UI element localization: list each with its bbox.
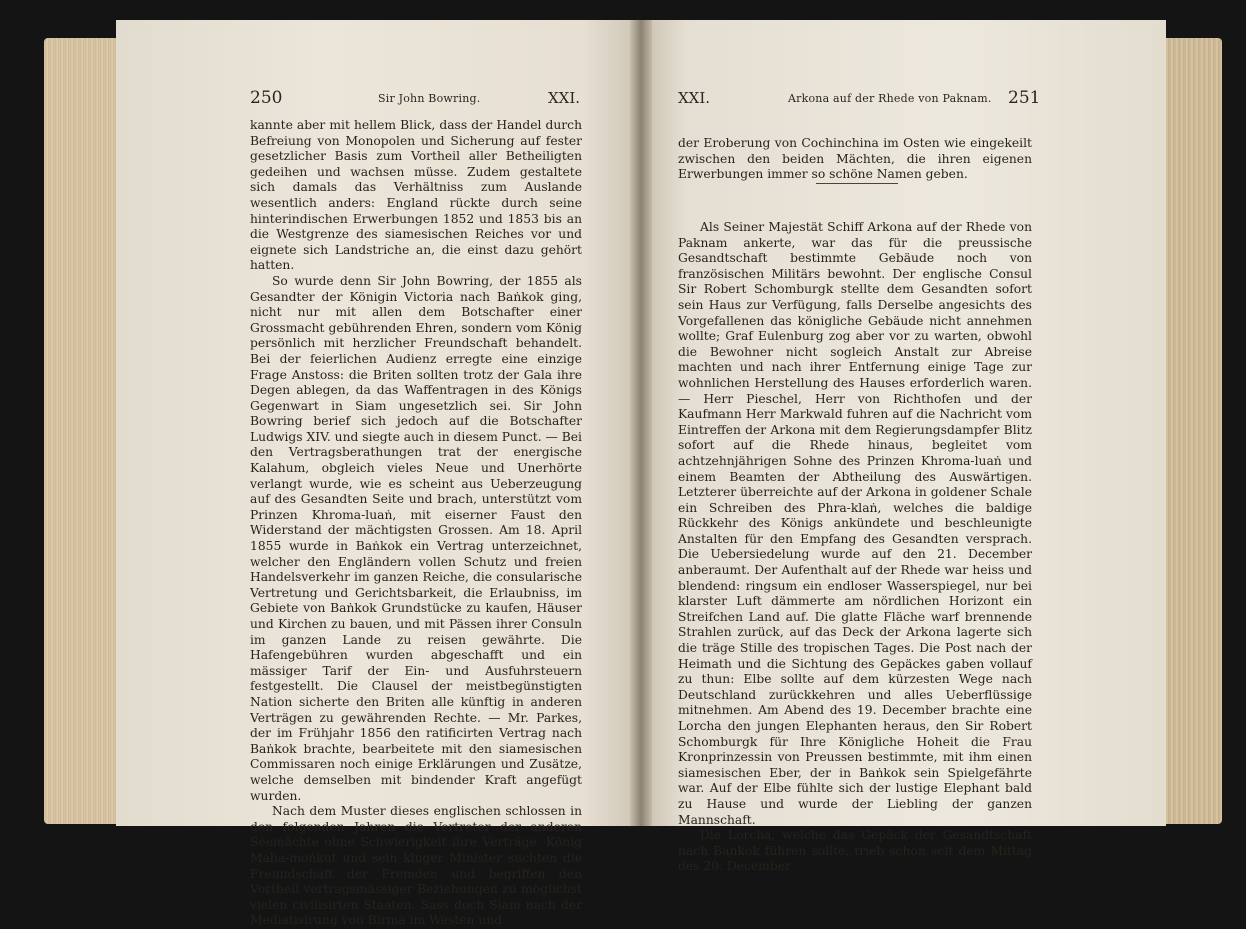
- right-chapter-number: XXI.: [678, 89, 711, 107]
- paragraph: Die Lorcha, welche das Gepäck der Gesandtschaft nach Baṅkok führen sollte, trieb schon seit dem Mittag des 20. December: [678, 828, 1032, 874]
- page-edges-right: [1160, 38, 1222, 824]
- paragraph: So wurde denn Sir John Bowring, der 1855 als Gesandter der Königin Victoria nach Baṅkok ging, nicht nur mit allen dem Botschafter einer Grossmacht gebührenden Ehren, sondern vom König persönlich mit herzlicher Freundschaft behandelt. Bei der feierlichen Audienz erregte eine einzige Frage Anstoss: die Briten sollten trotz der Gala ihre Degen ablegen, da das Waffentragen in des Königs Gegenwart in Siam ungesetzlich sei. Sir John Bowring berief sich jedoch auf die Botschafter Ludwigs XIV. und siegte auch in diesem Punct. — Bei den Vertragsberathungen trat der energische Kalahum, obgleich vieles Neue und Unerhörte verlangt wurde, wie es scheint aus Ueberzeugung auf des Gesandten Seite und brach, unterstützt vom Prinzen Khroma-luaṅ, mit eiserner Faust den Widerstand der mächtigsten Grossen. Am 18. April 1855 wurde in Baṅkok ein Vertrag unterzeichnet, welcher den Engländern vollen Schutz und freien Handelsverkehr im ganzen Reiche, die consularische Vertretung und Gerichtsbarkeit, die Erlaubniss, im Gebiete von Baṅkok Grundstücke zu kaufen, Häuser und Kirchen zu bauen, und mit Pässen ihrer Consuln im ganzen Lande zu reisen gewährte. Die Hafengebühren wurden abgeschafft und ein mässiger Tarif der Ein- und Ausfuhrsteuern festgestellt. Die Clausel der meistbegünstigten Nation sicherte den Briten alle künftig in anderen Verträgen zu gewährenden Rechte. — Mr. Parkes, der im Frühjahr 1856 den ratificirten Vertrag nach Baṅkok brachte, bearbeitete mit den siamesischen Commissaren noch einige Erklärungen und Zusätze, welche demselben mit bindender Kraft angefügt wurden.: [250, 273, 582, 803]
- left-header: [250, 88, 580, 114]
- open-book: [20, 14, 1226, 834]
- book-gutter: [630, 20, 652, 826]
- right-page-number: 251: [1008, 88, 1041, 108]
- paragraph: Nach dem Muster dieses englischen schlossen in den folgenden Jahren die Vertreter der anderen Seemächte ohne Schwierigkeit ihre Verträge. König Maha-moṅkut und sein kluger Minister suchten die Freundschaft der Fremden und begriffen den Vortheil vertragsmässiger Beziehungen zu möglichst vielen civilisirten Staaten. Sass doch Siam nach der Mediatisirung von Birma im Westen und: [250, 804, 582, 928]
- left-page-number: 250: [250, 88, 283, 108]
- left-page-text: [250, 118, 582, 929]
- left-running-head: Sir John Bowring.: [378, 92, 481, 105]
- paragraph: Als Seiner Majestät Schiff Arkona auf der Rhede von Paknam ankerte, war das für die preussische Gesandtschaft bestimmte Gebäude noch von französischen Militärs bewohnt. Der englische Consul Sir Robert Schomburgk stellte dem Gesandten sofort sein Haus zur Verfügung, falls Derselbe angesichts des Vorgefallenen das königliche Gebäude nicht annehmen wollte; Graf Eulenburg zog aber vor zu warten, obwohl die Bewohner nicht sogleich Anstalt zur Abreise machten und nach ihrer Entfernung einige Tage zur wohnlichen Herstellung des Hauses erforderlich waren. — Herr Pieschel, Herr von Richthofen und der Kaufmann Herr Markwald fuhren auf die Nachricht vom Eintreffen der Arkona mit dem Regierungsdampfer Blitz sofort auf die Rhede hinaus, begleitet vom achtzehnjährigen Sohne des Prinzen Khroma-luaṅ und einem Beamten der Abtheilung des Auswärtigen. Letzterer überreichte auf der Arkona in goldener Schale ein Schreiben des Phra-klaṅ, welches die baldige Rückkehr des Königs ankündete und beschleunigte Anstalten für den Empfang des Gesandten versprach. Die Uebersiedelung wurde auf den 21. December anberaumt. Der Aufenthalt auf der Rhede war heiss und blendend: ringsum ein endloser Wasserspiegel, nur bei klarster Luft dämmerte am nördlichen Horizont ein Streifchen Land auf. Die glatte Fläche warf brennende Strahlen zurück, auf das Deck der Arkona lagerte sich die träge Stille des tropischen Tages. Die Post nach der Heimath und die Sichtung des Gepäckes gaben vollauf zu thun: Elbe sollte auf dem kürzesten Wege nach Deutschland zurückkehren und alles Ueberflüssige mitnehmen. Am Abend des 19. December brachte eine Lorcha den jungen Elephanten heraus, den Sir Robert Schomburgk für Ihre Königliche Hoheit die Frau Kronprinzessin von Preussen bestimmte, mit ihm einen siamesischen Eber, der in Baṅkok sein Spielgefährte war. Auf der Elbe fühlte sich der lustige Elephant bald zu Hause und wurde der Liebling der ganzen Mannschaft.: [678, 220, 1032, 827]
- right-running-head: Arkona auf der Rhede von Paknam.: [788, 92, 992, 105]
- paragraph: kannte aber mit hellem Blick, dass der Handel durch Befreiung von Monopolen und Sicherung auf fester gesetzlicher Basis zum Vortheil aller Betheiligten gedeihen und wachsen müsse. Zudem gestaltete sich damals das Verhältniss zum Auslande wesentlich anders: England rückte durch seine hinterindischen Erwerbungen 1852 und 1853 bis an die Westgrenze des siamesischen Reiches vor und eignete sich Landstriche an, die einst dazu gehört hatten.: [250, 118, 582, 273]
- paragraph: der Eroberung von Cochinchina im Osten wie eingekeilt zwischen den beiden Mächten, die ihren eigenen Erwerbungen immer so schöne Namen geben.: [678, 136, 1032, 182]
- right-page-top-text: [678, 136, 1032, 183]
- right-page-text: [678, 220, 1032, 875]
- left-chapter-number: XXI.: [548, 89, 581, 107]
- section-divider: [816, 183, 898, 184]
- right-header: [678, 88, 1041, 114]
